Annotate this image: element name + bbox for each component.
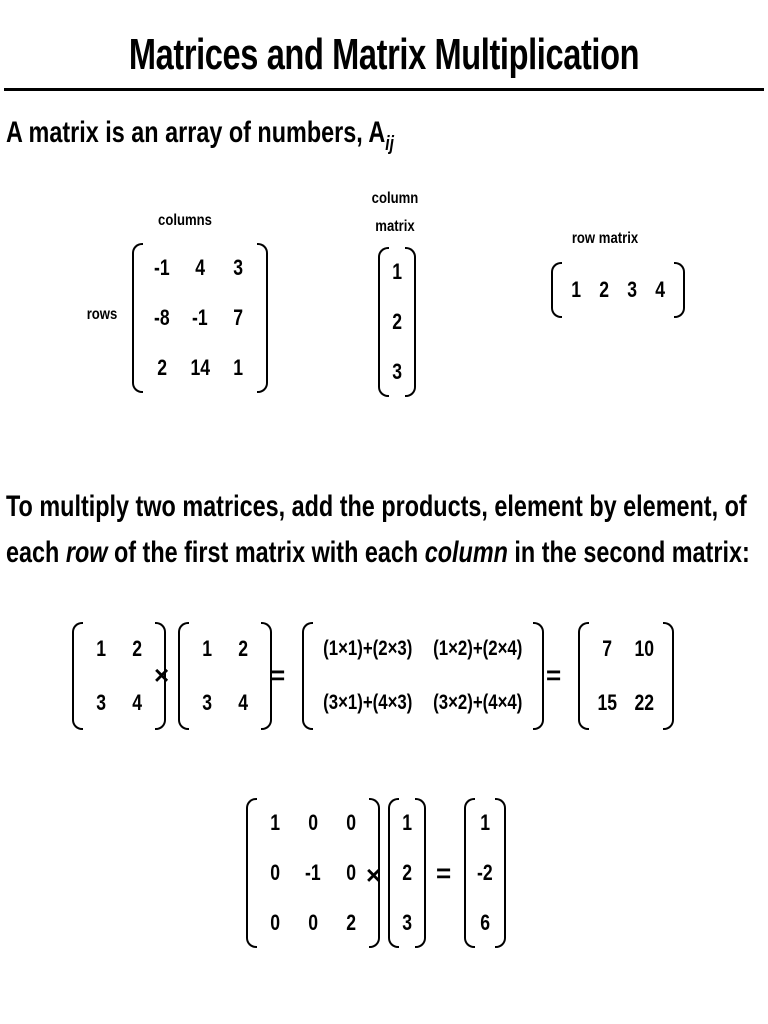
matrix-cell: 2 (157, 355, 167, 380)
matrix-cell: -1 (305, 860, 321, 885)
title-underline (4, 88, 764, 91)
equals-operator: = (546, 660, 562, 690)
matrix-cell: 1 (480, 810, 490, 835)
matrix-cell: 0 (308, 810, 318, 835)
right-bracket (415, 798, 426, 948)
matrix-cell: -2 (477, 860, 493, 885)
matrix-cell: 0 (270, 860, 280, 885)
matrix-cell: 2 (402, 860, 412, 885)
matrix-cell: 0 (270, 910, 280, 935)
column-matrix-label-line1: column (371, 190, 419, 207)
left-bracket (72, 622, 83, 730)
columns-label: columns (158, 212, 212, 229)
instruction-text: each (6, 536, 66, 569)
left-bracket (464, 798, 475, 948)
example-matrix-grid (143, 243, 257, 393)
left-bracket (246, 798, 257, 948)
matrix-cell: 4 (655, 277, 665, 302)
matrix-cell: 1 (270, 810, 280, 835)
row-matrix (551, 262, 685, 318)
matrix-cell: 1 (96, 636, 106, 661)
example1-matrix-a (72, 622, 166, 730)
matrix-cell: 7 (233, 305, 243, 330)
right-bracket (257, 243, 268, 393)
left-bracket (388, 798, 399, 948)
row-matrix-label: row matrix (571, 230, 639, 247)
instruction-line-2 (6, 530, 750, 576)
right-bracket (533, 622, 544, 730)
matrix-cell: 3 (627, 277, 637, 302)
matrix-cell: 3 (96, 690, 106, 715)
matrix-cell: 3 (392, 359, 402, 384)
example1-matrix-b (178, 622, 272, 730)
matrix-cell: 2 (132, 636, 142, 661)
matrix-cell: -8 (154, 305, 170, 330)
matrix-cell: 3 (202, 690, 212, 715)
matrix-cell: 14 (190, 355, 210, 380)
matrix-cell: (3×1)+(4×3) (323, 691, 413, 714)
matrix-cell: 10 (634, 636, 654, 661)
example1-result-matrix (578, 622, 674, 730)
right-bracket (663, 622, 674, 730)
example-matrix (132, 243, 268, 393)
instruction-line-1: To multiply two matrices, add the products, element by element, of (6, 490, 747, 523)
matrix-cell: 15 (597, 690, 617, 715)
matrix-cell: (3×2)+(4×4) (433, 691, 523, 714)
matrix-cell: -1 (192, 305, 208, 330)
times-operator: × (154, 660, 170, 690)
times-operator: × (366, 860, 382, 890)
rows-label: rows (86, 306, 118, 323)
right-bracket (674, 262, 685, 318)
matrix-cell: 3 (233, 255, 243, 280)
matrix-cell: 0 (308, 910, 318, 935)
right-bracket (405, 247, 416, 397)
matrix-cell: 0 (346, 860, 356, 885)
example2-matrix-b-grid (399, 798, 415, 948)
matrix-cell: 2 (392, 309, 402, 334)
matrix-cell: 1 (392, 259, 402, 284)
intro-heading (6, 116, 394, 156)
equals-operator: = (436, 858, 452, 888)
row-matrix-grid (562, 262, 674, 318)
matrix-cell: 3 (402, 910, 412, 935)
matrix-cell: -1 (154, 255, 170, 280)
example2-matrix-b (388, 798, 426, 948)
matrix-cell: 4 (195, 255, 205, 280)
matrix-cell: 1 (402, 810, 412, 835)
matrix-cell: 1 (202, 636, 212, 661)
example1-matrix-b-grid (189, 622, 261, 730)
matrix-cell: 1 (571, 277, 581, 302)
example2-matrix-a-grid (257, 798, 369, 948)
matrix-cell: (1×1)+(2×3) (323, 637, 413, 660)
example1-expanded-grid (313, 622, 533, 730)
left-bracket (551, 262, 562, 318)
matrix-cell: (1×2)+(2×4) (433, 637, 523, 660)
left-bracket (578, 622, 589, 730)
matrix-cell: 7 (602, 636, 612, 661)
example1-expanded-matrix (302, 622, 544, 730)
intro-subscript: ij (385, 133, 394, 155)
instruction-emphasis-column: column (424, 536, 508, 569)
instruction-text: in the second matrix: (507, 536, 750, 569)
example2-matrix-a (246, 798, 380, 948)
intro-text: A matrix is an array of numbers, A (6, 116, 386, 149)
page-title: Matrices and Matrix Multiplication (128, 30, 640, 79)
column-matrix (378, 247, 416, 397)
instruction-text: of the first matrix with each (107, 536, 425, 569)
matrix-cell: 2 (346, 910, 356, 935)
right-bracket (495, 798, 506, 948)
instruction-emphasis-row: row (65, 536, 108, 569)
matrix-cell: 0 (346, 810, 356, 835)
example1-matrix-a-grid (83, 622, 155, 730)
matrix-cell: 22 (634, 690, 654, 715)
example2-result-grid (475, 798, 495, 948)
column-matrix-label-line2: matrix (375, 218, 415, 235)
left-bracket (378, 247, 389, 397)
example2-result-matrix (464, 798, 506, 948)
left-bracket (132, 243, 143, 393)
left-bracket (302, 622, 313, 730)
equals-operator: = (270, 660, 286, 690)
matrix-cell: 6 (480, 910, 490, 935)
matrix-cell: 2 (599, 277, 609, 302)
left-bracket (178, 622, 189, 730)
column-matrix-grid (389, 247, 405, 397)
matrix-cell: 4 (238, 690, 248, 715)
example1-result-grid (589, 622, 663, 730)
matrix-cell: 1 (233, 355, 243, 380)
matrix-cell: 2 (238, 636, 248, 661)
matrix-cell: 4 (132, 690, 142, 715)
